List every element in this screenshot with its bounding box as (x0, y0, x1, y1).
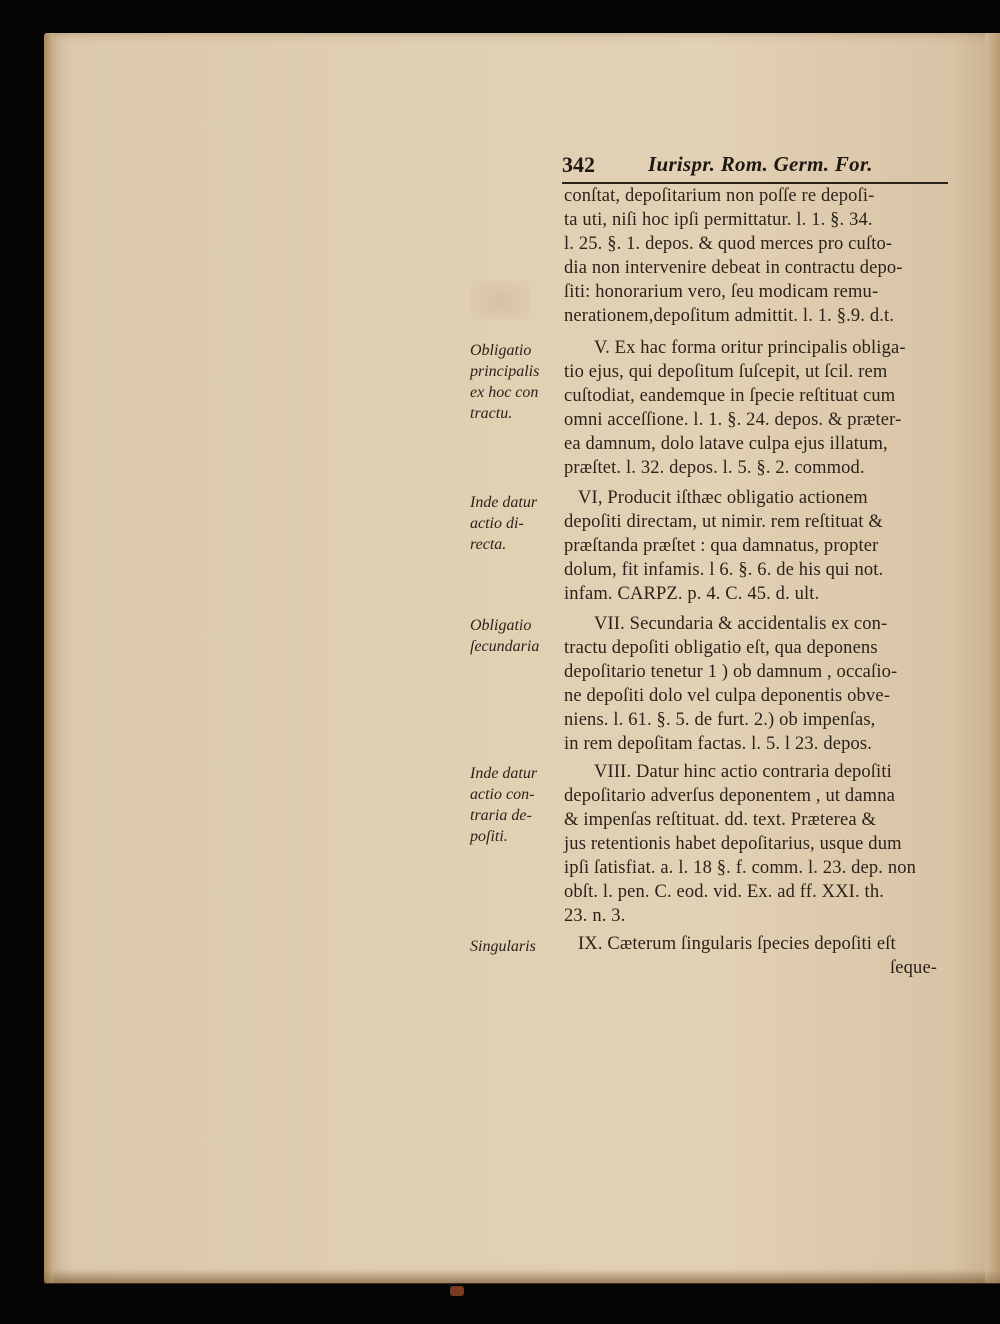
paragraph-start-vii: VII. Secundaria & accidentalis ex con- (594, 614, 888, 634)
marginal-note-line: Inde datur (470, 765, 538, 782)
marginal-note (470, 763, 537, 847)
page-right-edge (985, 33, 1000, 1283)
text-line: depoſitario tenetur 1 ) ob damnum , occaſio- (564, 662, 898, 682)
text-line: 23. n. 3. (564, 906, 626, 926)
marginal-note-line: Obligatio (470, 617, 532, 634)
text-line: l. 25. §. 1. depos. & quod merces pro cuſto- (564, 234, 893, 254)
text-line: niens. l. 61. §. 5. de furt. 2.) ob impenſas, (564, 710, 876, 730)
text-line: ſiti: honorarium vero, ſeu modicam remu- (564, 282, 879, 302)
marginal-note (470, 615, 539, 657)
bookmark-tab (450, 1286, 464, 1296)
text-line: ne depoſiti dolo vel culpa deponentis obve- (564, 686, 891, 706)
marginal-note-line: ſecundaria (470, 638, 540, 655)
text-line: conſtat, depoſitarium non poſſe re depoſi- (564, 186, 875, 206)
text-line: tractu depoſiti obligatio eſt, qua deponens (564, 638, 878, 658)
paper-stain (470, 280, 530, 320)
marginal-note-line: Inde datur (470, 494, 538, 511)
paragraph-start-viii: VIII. Datur hinc actio contraria depoſiti (594, 762, 892, 782)
marginal-note (470, 492, 537, 555)
text-line: ta uti, niſi hoc ipſi permittatur. l. 1. §. 34. (564, 210, 873, 230)
marginal-note-line: principalis (470, 363, 540, 380)
page-number: 342 (562, 152, 595, 177)
text-line: jus retentionis habet depoſitarius, usque dum (564, 834, 902, 854)
text-line: omni acceſſione. l. 1. §. 24. depos. & præter- (564, 410, 902, 430)
page-bottom-shadow (44, 1270, 1000, 1284)
marginal-note (470, 340, 539, 424)
marginal-note-line: recta. (470, 536, 507, 553)
page-left-edge (44, 33, 54, 1283)
marginal-note-line: Obligatio (470, 342, 532, 359)
page-header (562, 152, 948, 182)
paragraph-start-v: V. Ex hac forma oritur principalis obliga- (594, 338, 906, 358)
paragraph-start-vi: VI, Producit iſthæc obligatio actionem (578, 488, 868, 508)
marginal-note-line: Singularis (470, 938, 536, 955)
text-line: obſt. l. pen. C. eod. vid. Ex. ad ff. XXI. th. (564, 882, 884, 902)
header-rule (562, 182, 948, 184)
text-line: dia non intervenire debeat in contractu depo- (564, 258, 903, 278)
marginal-note (470, 936, 536, 957)
text-line: præſtet. l. 32. depos. l. 5. §. 2. commod. (564, 458, 865, 478)
text-line: cuſtodiat, eandemque in ſpecie reſtituat cum (564, 386, 896, 406)
marginal-note-line: poſiti. (470, 828, 508, 845)
text-line: dolum, fit infamis. l 6. §. 6. de his qui not. (564, 560, 884, 580)
text-line: & impenſas reſtituat. dd. text. Præterea & (564, 810, 876, 830)
marginal-note-line: traria de- (470, 807, 532, 824)
marginal-note-line: actio di- (470, 515, 524, 532)
catchword: ſeque- (890, 958, 938, 978)
text-line: ipſi ſatisfiat. a. l. 18 §. f. comm. l. 23. dep. non (564, 858, 917, 878)
text-line: ea damnum, dolo latave culpa ejus illatum, (564, 434, 888, 454)
marginal-note-line: actio con- (470, 786, 535, 803)
text-line: depoſiti directam, ut nimir. rem reſtituat & (564, 512, 883, 532)
paragraph-start-ix: IX. Cæterum ſingularis ſpecies depoſiti eſt (578, 934, 896, 954)
marginal-note-line: ex hoc con (470, 384, 539, 401)
text-line: infam. CARPZ. p. 4. C. 45. d. ult. (564, 584, 820, 604)
text-line: depoſitario adverſus deponentem , ut damna (564, 786, 895, 806)
marginal-note-line: tractu. (470, 405, 513, 422)
text-line: præſtanda præſtet : qua damnatus, propter (564, 536, 879, 556)
text-line: in rem depoſitam factas. l. 5. l 23. depos. (564, 734, 873, 754)
text-line: tio ejus, qui depoſitum ſuſcepit, ut ſcil. rem (564, 362, 888, 382)
running-title: Iurispr. Rom. Germ. For. (648, 152, 873, 176)
text-line: nerationem,depoſitum admittit. l. 1. §.9. d.t. (564, 306, 895, 326)
